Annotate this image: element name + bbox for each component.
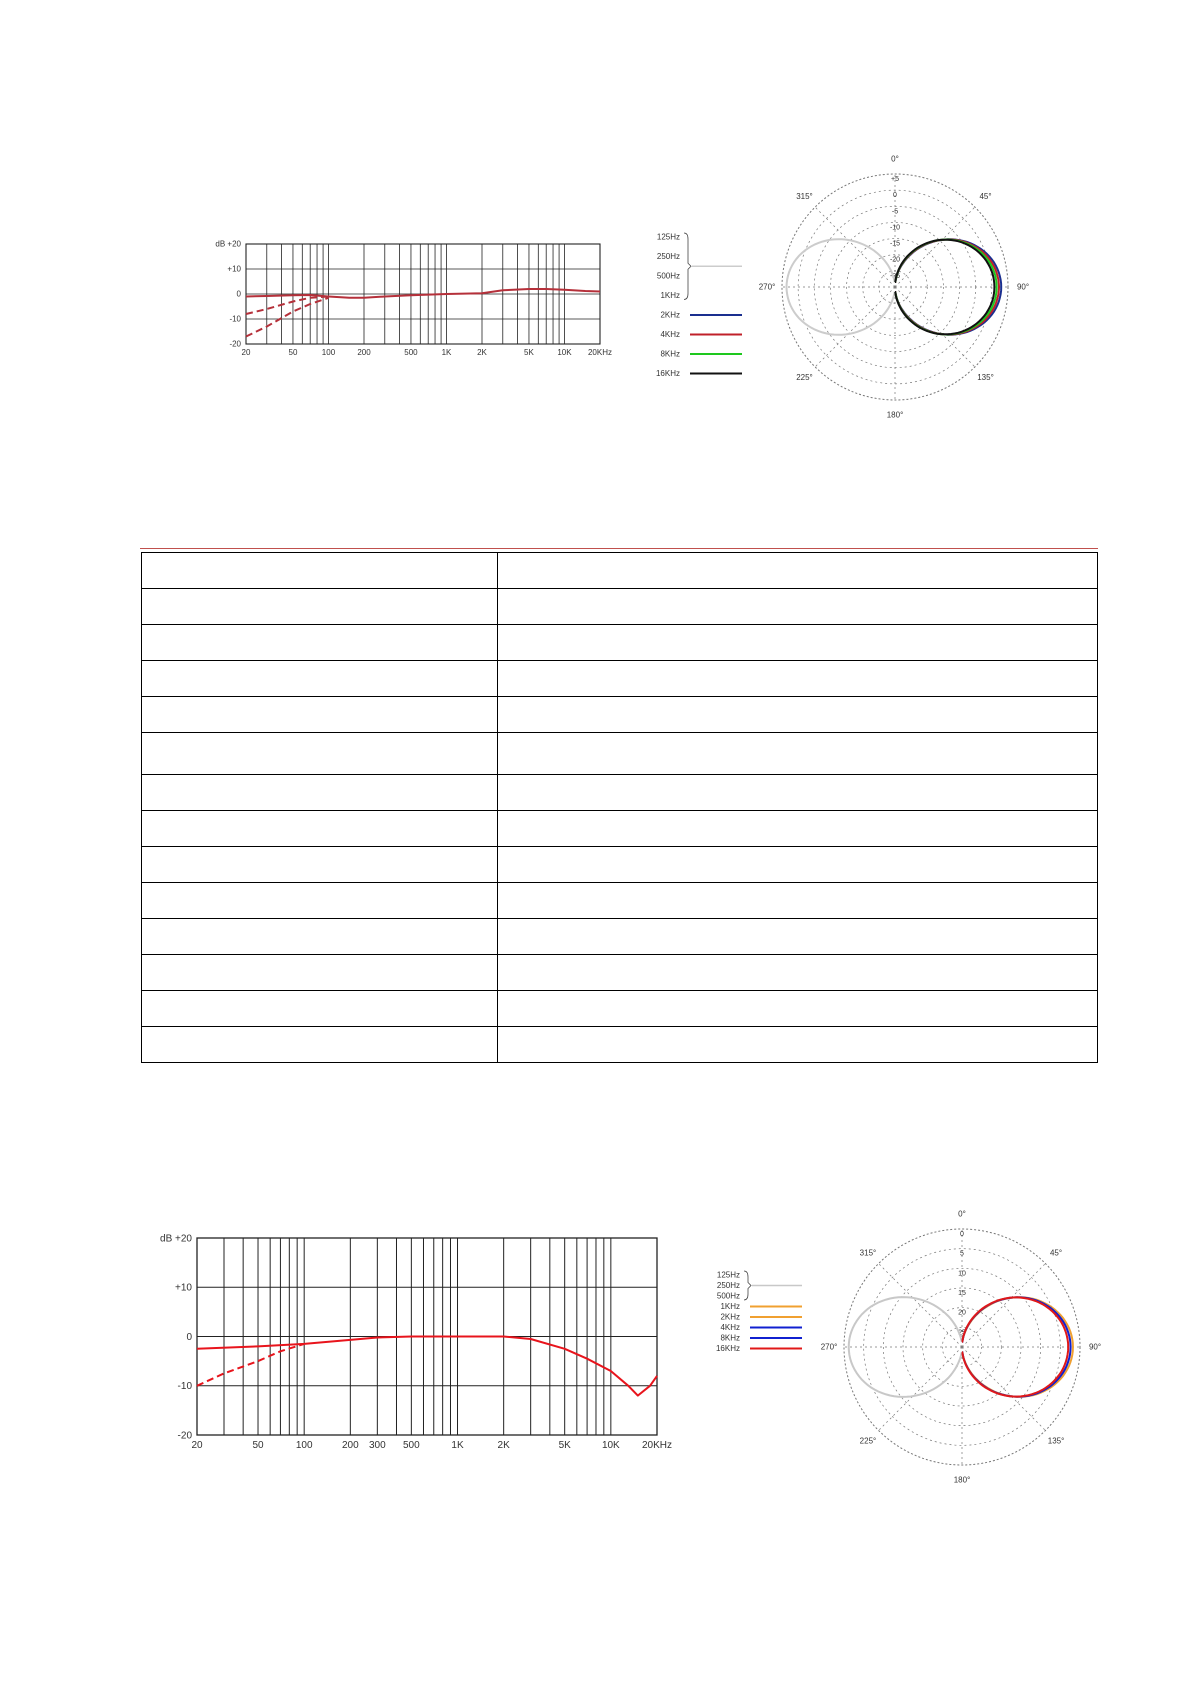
legend-brace <box>744 1271 751 1300</box>
x-tick-label: 2K <box>477 348 487 357</box>
x-tick-label: 5K <box>558 1440 571 1451</box>
polar-spoke <box>815 207 895 287</box>
y-tick-label: 0 <box>236 289 241 299</box>
spec-row <box>142 625 1098 661</box>
legend-label: 8KHz <box>660 349 680 359</box>
polar-spoke <box>815 287 895 367</box>
radial-label: -5 <box>891 208 899 216</box>
radial-label: 10 <box>958 1270 966 1278</box>
radial-label: 5 <box>960 1250 964 1258</box>
legend-label: 1KHz <box>720 1302 740 1312</box>
angle-label: 0° <box>891 154 899 164</box>
frequency-response-chart-1 <box>200 230 620 380</box>
angle-label: 180° <box>953 1475 971 1485</box>
spec-value-cell <box>498 553 1098 589</box>
radial-label: -20 <box>889 256 901 264</box>
angle-label: 45° <box>1049 1248 1063 1258</box>
spec-value-cell <box>498 625 1098 661</box>
spec-row <box>142 991 1098 1027</box>
spec-row <box>142 733 1098 775</box>
x-tick-label: 300 <box>368 1440 386 1451</box>
spec-label-cell <box>142 955 498 991</box>
x-tick-label: 200 <box>357 348 371 357</box>
spec-value-cell <box>498 775 1098 811</box>
angle-label: 270° <box>820 1342 838 1352</box>
radial-label: -10 <box>889 224 901 232</box>
spec-row <box>142 811 1098 847</box>
low-cut-response-line <box>246 297 329 315</box>
y-tick-label: -10 <box>229 314 241 324</box>
spec-value-cell <box>498 811 1098 847</box>
polar-pattern-chart-2 <box>700 1185 1102 1485</box>
spec-table <box>141 552 1098 1063</box>
low-cut-response-line <box>246 298 329 337</box>
legend-label: 4KHz <box>720 1323 740 1333</box>
x-tick-label: 50 <box>288 348 298 357</box>
x-tick-label: 2K <box>497 1440 510 1451</box>
x-tick-label: 5K <box>524 348 534 357</box>
spec-value-cell <box>498 847 1098 883</box>
radial-label: +5 <box>891 176 899 183</box>
spec-row <box>142 955 1098 991</box>
spec-label-cell <box>142 625 498 661</box>
legend-label: 2KHz <box>720 1312 740 1322</box>
radial-label: 0 <box>960 1231 964 1238</box>
x-tick-label: 1K <box>451 1440 464 1451</box>
angle-label: 315° <box>859 1248 877 1258</box>
radial-label: 25 <box>958 1329 966 1337</box>
legend-label: 16KHz <box>715 1344 740 1354</box>
polar-spoke <box>962 1264 1045 1347</box>
spec-row <box>142 847 1098 883</box>
x-tick-label: 200 <box>341 1440 359 1451</box>
section-divider <box>140 548 1098 549</box>
angle-label: 90° <box>1088 1342 1102 1352</box>
spec-value-cell <box>498 1027 1098 1063</box>
y-tick-label: +10 <box>175 1282 192 1294</box>
spec-value-cell <box>498 883 1098 919</box>
angle-label: 0° <box>958 1209 966 1219</box>
polar-spoke <box>879 1347 962 1430</box>
x-tick-label: 20 <box>191 1440 203 1451</box>
low-cut-response-line <box>197 1344 304 1386</box>
x-tick-label: 10K <box>601 1440 620 1451</box>
spec-value-cell <box>498 991 1098 1027</box>
legend-label: 250Hz <box>656 252 680 262</box>
spec-label-cell <box>142 811 498 847</box>
polar-pattern-curve <box>895 240 994 335</box>
legend-label: 16KHz <box>655 369 680 379</box>
spec-value-cell <box>498 955 1098 991</box>
spec-row <box>142 661 1098 697</box>
spec-label-cell <box>142 589 498 625</box>
angle-label: 135° <box>1047 1436 1065 1446</box>
spec-row <box>142 589 1098 625</box>
spec-value-cell <box>498 589 1098 625</box>
spec-label-cell <box>142 1027 498 1063</box>
angle-label: 315° <box>796 192 813 202</box>
polar-pattern-chart-1 <box>640 154 1060 450</box>
x-tick-label: 20KHz <box>641 1440 673 1451</box>
legend-label: 125Hz <box>656 232 680 242</box>
spec-label-cell <box>142 883 498 919</box>
frequency-response-chart-2 <box>150 1225 673 1455</box>
spec-row <box>142 919 1098 955</box>
legend-label: 2KHz <box>660 310 680 320</box>
radial-label: -15 <box>889 240 901 248</box>
x-tick-label: 20 <box>241 348 251 357</box>
legend-label: 1KHz <box>660 291 680 301</box>
angle-label: 270° <box>758 282 776 292</box>
radial-label: 20 <box>958 1309 966 1317</box>
polar-spoke <box>895 287 975 367</box>
spec-label-cell <box>142 553 498 589</box>
spec-label-cell <box>142 919 498 955</box>
legend-label: 8KHz <box>720 1333 740 1343</box>
y-tick-label: dB +20 <box>160 1233 192 1245</box>
spec-label-cell <box>142 697 498 733</box>
x-tick-label: 1K <box>441 348 452 357</box>
x-tick-label: 20KHz <box>587 348 613 357</box>
spec-label-cell <box>142 847 498 883</box>
spec-row <box>142 1027 1098 1063</box>
angle-label: 225° <box>859 1436 877 1446</box>
angle-label: 90° <box>1016 282 1030 292</box>
spec-label-cell <box>142 991 498 1027</box>
spec-value-cell <box>498 733 1098 775</box>
spec-row <box>142 553 1098 589</box>
spec-label-cell <box>142 775 498 811</box>
spec-value-cell <box>498 661 1098 697</box>
angle-label: 180° <box>886 410 904 420</box>
legend-label: 500Hz <box>656 271 680 281</box>
spec-row <box>142 697 1098 733</box>
radial-label: -25 <box>889 272 901 280</box>
y-tick-label: +10 <box>227 264 241 274</box>
radial-label: 0 <box>893 192 897 200</box>
x-tick-label: 50 <box>252 1440 264 1451</box>
x-tick-label: 100 <box>295 1440 313 1451</box>
response-line <box>246 289 600 298</box>
x-tick-label: 500 <box>404 348 418 357</box>
x-tick-label: 100 <box>321 348 336 357</box>
radial-label: 15 <box>958 1290 966 1297</box>
y-tick-label: -20 <box>229 339 241 349</box>
spec-label-cell <box>142 733 498 775</box>
spec-label-cell <box>142 661 498 697</box>
response-line <box>197 1337 657 1396</box>
x-tick-label: 10K <box>557 348 572 357</box>
y-tick-label: -10 <box>177 1381 192 1393</box>
legend-brace <box>684 233 691 300</box>
legend-label: 125Hz <box>716 1270 740 1280</box>
legend-label: 4KHz <box>660 330 680 340</box>
spec-value-cell <box>498 697 1098 733</box>
spec-row <box>142 775 1098 811</box>
spec-row <box>142 883 1098 919</box>
y-tick-label: 0 <box>186 1331 192 1343</box>
y-tick-label: dB +20 <box>215 239 241 249</box>
legend-label: 250Hz <box>716 1281 740 1291</box>
polar-spoke <box>895 207 975 287</box>
legend-label: 500Hz <box>716 1291 740 1301</box>
spec-value-cell <box>498 919 1098 955</box>
angle-label: 45° <box>979 192 992 202</box>
x-tick-label: 500 <box>403 1440 420 1451</box>
angle-label: 225° <box>796 373 813 383</box>
y-tick-label: -20 <box>177 1430 192 1442</box>
angle-label: 135° <box>977 373 994 383</box>
